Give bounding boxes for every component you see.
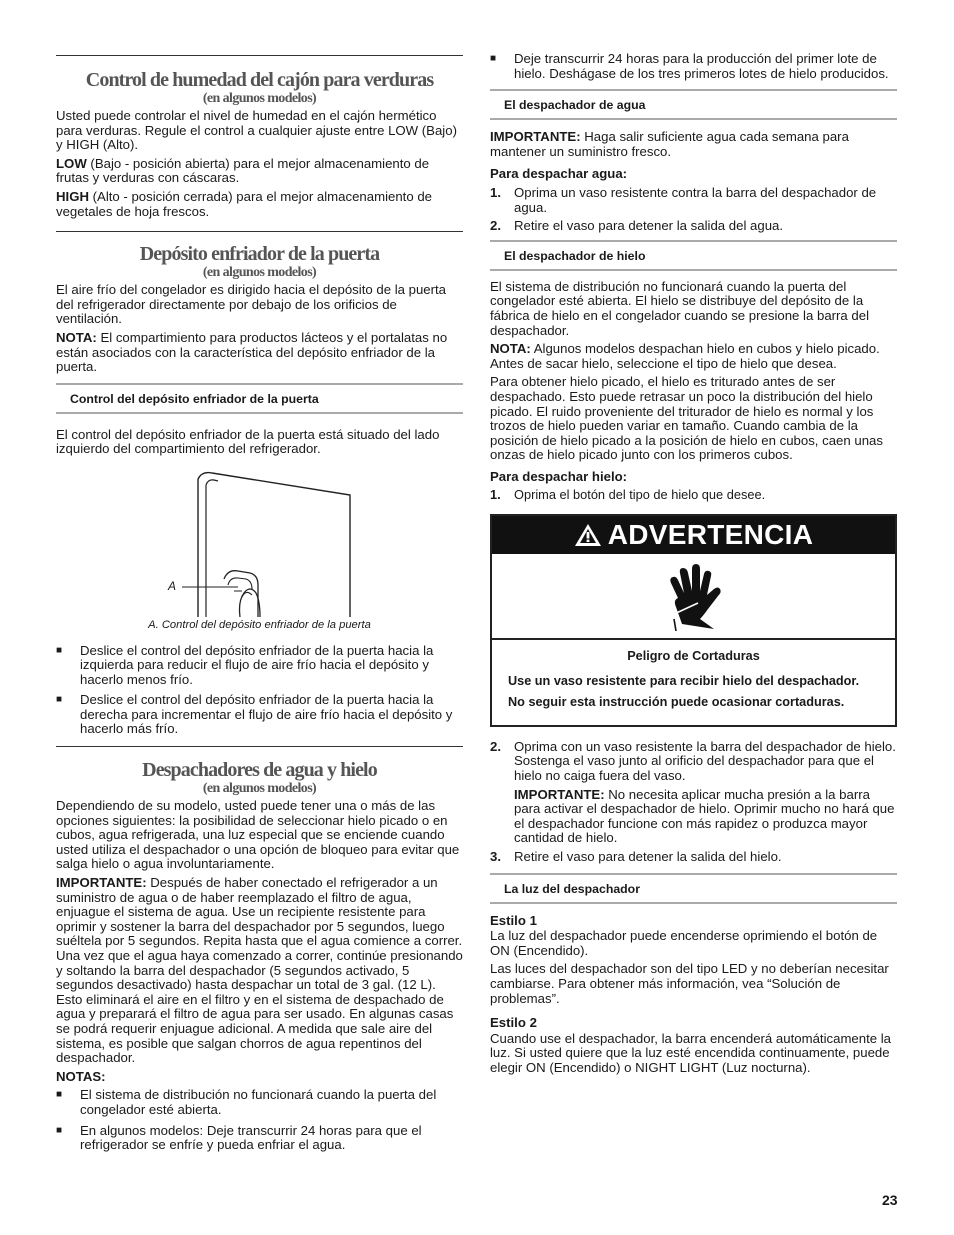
right-column	[490, 52, 897, 1080]
cut-hand-icon	[662, 561, 732, 631]
water-important: IMPORTANTE: Haga salir suficiente agua cada semana para mantener un suministro fresco.	[490, 129, 849, 159]
humidity-section-subtitle: (en algunos modelos)	[202, 91, 317, 106]
ice-steps	[490, 740, 897, 865]
door-bin-control-subheading: Control del depósito enfriador de la puerta	[56, 383, 463, 414]
dispensers-section-title: Despachadores de agua y hielo	[142, 759, 377, 782]
list-item: ■ Deslice el control del depósito enfriador de la puerta hacia la derecha para incrementar el flujo de aire frío hacia el depósito y hacerlo más frío.	[56, 693, 463, 737]
dispenser-light-subheading: La luz del despachador	[490, 873, 897, 904]
warning-triangle-icon	[574, 523, 602, 547]
ice-intro: El sistema de distribución no funcionará cuando la puerta del congelador esté abierta. El hielo se distribuye del depósito de la fábrica de hielo en el congelador cuando se presione la barra del despachador.	[490, 278, 870, 338]
light-style-2-label: Estilo 2	[490, 1015, 537, 1031]
dispensers-important: IMPORTANTE: Después de haber conectado el refrigerador a un suministro de agua o de haber reemplazado el filtro de agua, enjuague el sistema de agua. Use un recipiente resistente para oprimir y sostener la barra del despachador por 5 segundos, luego suéltela por 5 segundos. Repita hasta que el agua comience a correr. Una vez que el agua haya comenzado a correr, continúe presionando y soltando la barra del despachador (5 segundos activado, 5 segundos desactivado) hasta despachar un total de 3 gal. (12 L). Esto eliminará el aire en el filtro y en el sistema de despachado de agua y preparará el filtro de agua para ser usado. En algunas casas se podrá requerir enjuague adicional. A medida que sale aire del sistema, es posible que salgan chorros de agua repentinos del despachador.	[56, 875, 463, 1066]
door-bin-figure	[56, 461, 463, 649]
dispensers-section-subtitle: (en algunos modelos)	[202, 781, 317, 797]
ice-first-batch-bullet	[490, 52, 897, 81]
list-item: ■ Deslice el control del depósito enfriador de la puerta hacia la izquierda para reducir el flujo de aire frío hacia el depósito y hacerlo menos frío.	[56, 644, 463, 688]
list-item: 2. Oprima con un vaso resistente la barra del despachador de hielo. Sostenga el vaso junto al orificio del despachador para que el hielo no caiga fuera del vaso. IMPORTANTE: No necesita aplicar mucha presión a la barra para activar el despachador de hielo. Oprimir mucho no hará que el despachador funcione con más rapidez o produzca mayor cantidad de hielo.	[490, 738, 896, 846]
humidity-high: HIGH (Alto - posición cerrada) para el mejor almacenamiento de vegetales de hoja frescos.	[56, 188, 433, 219]
door-bin-note: NOTA: El compartimiento para productos lácteos y el portalatas no están asociados con la característica del depósito enfriador de la puerta.	[56, 329, 448, 375]
list-item: 3. Retire el vaso para detener la salida del hielo.	[490, 849, 782, 864]
warning-box	[490, 514, 897, 727]
dispensers-intro: Dependiendo de su modelo, usted puede tener una o más de las opciones siguientes: la posibilidad de seleccionar hielo picado o en cubos, agua refrigerada, una luz especial que se enciende cuando usted utiliza el despachador o una opción de bloqueo para evitar que salga hielo o agua involuntariamente.	[56, 798, 460, 872]
water-dispenser-subheading: El despachador de agua	[490, 89, 897, 120]
humidity-section-title: Control de humedad del cajón para verduras	[85, 69, 434, 91]
light-style-1-text: La luz del despachador puede encenderse oprimiendo el botón de ON (Encendido).	[490, 928, 878, 958]
warning-heading: ADVERTENCIA	[607, 519, 814, 551]
warning-body	[492, 640, 895, 725]
ice-step-important: IMPORTANTE: No necesita aplicar mucha presión a la barra para activar el despachador de hielo. Oprimir mucho no hará que el despachador funcione con más rapidez o produzca mayor cantidad de hielo.	[514, 786, 895, 846]
door-bin-bullets	[56, 644, 463, 738]
door-bin-intro: El aire frío del congelador es dirigido hacia el depósito de la puerta del refrigerador directamente por debajo de los orificios de ventilación.	[56, 282, 447, 327]
list-item: 1. Oprima un vaso resistente contra la barra del despachador de agua.	[490, 184, 877, 215]
humidity-intro: Usted puede controlar el nivel de humedad en el cajón hermético para verduras. Regule el control a cualquier ajuste entre LOW (Bajo) y HIGH (Alto).	[56, 108, 457, 153]
list-item: 1. Oprima el botón del tipo de hielo que desee.	[490, 487, 766, 503]
dispensers-notes-label: NOTAS:	[56, 1068, 106, 1084]
ice-crushed-text: Para obtener hielo picado, el hielo es triturado antes de ser despachado. Esto puede retrasar un poco la distribución del hielo picado. El ruido proveniente del triturador de hielo es normal y los trozos de hielo pueden variar en tamaño. Cuando cambia de la posición de hielo picado a la posición de hielo en cubos, caen unas onzas de hielo picado junto con los primeros cubos.	[490, 374, 883, 463]
warning-consequence: No seguir esta instrucción puede ocasionar cortaduras.	[508, 695, 845, 710]
door-bin-section-title: Depósito enfriador de la puerta	[139, 243, 380, 266]
light-style-1-led: Las luces del despachador son del tipo LED y no deberían necesitar cambiarse. Para obtener más información, vea “Solución de problemas”.	[490, 961, 889, 1006]
ice-dispenser-subheading: El despachador de hielo	[490, 240, 897, 271]
list-item: 2. Retire el vaso para detener la salida del agua.	[490, 218, 784, 234]
ice-note: NOTA: Algunos modelos despachan hielo en cubos y hielo picado. Antes de sacar hielo, seleccione el tipo de hielo que desea.	[490, 341, 880, 371]
dispensers-notes	[56, 1088, 463, 1152]
light-style-2-text: Cuando use el despachador, la barra encenderá automáticamente la luz. Si usted quiere que la luz esté encendida continuamente, puede elegir ON (Encendido) o NIGHT LIGHT (Luz nocturna).	[490, 1030, 892, 1075]
door-bin-control-text: El control del depósito enfriador de la puerta está situado del lado izquierdo del compartimiento del refrigerador.	[56, 426, 440, 457]
list-item: ■ El sistema de distribución no funcionará cuando la puerta del congelador esté abierta.	[56, 1088, 463, 1117]
list-item: ■ Deje transcurrir 24 horas para la producción del primer lote de hielo. Deshágase de los tres primeros lotes de hielo producidos.	[490, 52, 897, 81]
humidity-low: LOW (Bajo - posición abierta) para el mejor almacenamiento de frutas y verduras con cáscaras.	[56, 155, 430, 186]
page-number: 23	[882, 1192, 898, 1208]
warning-header	[492, 516, 895, 554]
list-item: ■ En algunos modelos: Deje transcurrir 24 horas para que el refrigerador se enfríe y pueda enfriar el agua.	[56, 1124, 463, 1153]
ice-how-label: Para despachar hielo:	[490, 468, 628, 484]
ice-step-1	[490, 488, 897, 503]
warning-icon-area	[492, 554, 895, 640]
figure-label-a: A	[168, 578, 177, 593]
light-style-1-label: Estilo 1	[490, 912, 537, 928]
figure-caption: A. Control del depósito enfriador de la puerta	[148, 618, 371, 631]
warning-danger: Peligro de Cortaduras	[627, 649, 760, 664]
water-steps	[490, 186, 897, 234]
water-how-label: Para despachar agua:	[490, 166, 628, 182]
refrigerator-door-illustration	[56, 461, 463, 619]
warning-instruction: Use un vaso resistente para recibir hielo del despachador.	[508, 673, 860, 688]
door-bin-section-subtitle: (en algunos modelos)	[202, 265, 317, 281]
left-column	[56, 55, 463, 1159]
